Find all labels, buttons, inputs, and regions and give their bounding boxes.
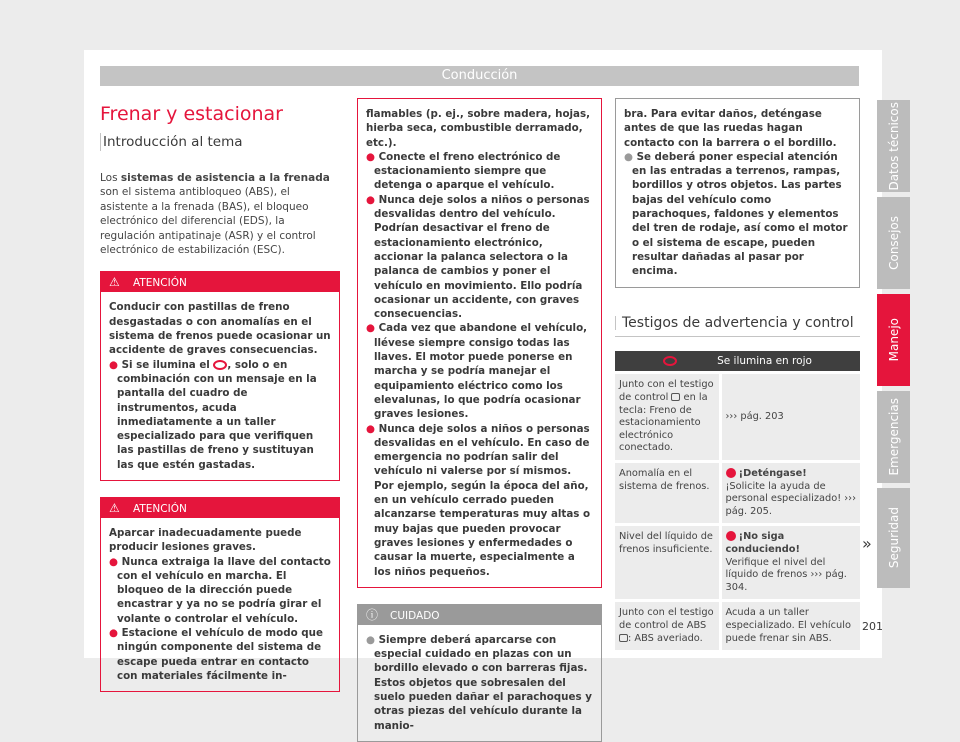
bullet-item: ● Nunca deje solos a niños o personas desvalidas en el vehículo. En caso de emergencia no podrían salir del vehículo ni valerse por sí mismos. Por ejemplo, según la época del año, en un vehículo cerrado pueden alcanzarse temperaturas muy altas o muy bajas que pueden provocar graves lesiones y enfermedades o causar la muerte, especialmente a los niños pequeños. bbox=[366, 422, 591, 578]
warning-box-1: ⚠ ATENCIÓN Conducir con pastillas de freno desgastadas o con anomalías en el sistema de frenos puede ocasionar un accidente de graves consecuencias. ● Si se ilumina el , solo o en combinación con un mensaje en la pantalla del cuadro de instrumentos, acuda inmediatamente a un taller especializado para que verifiquen las pastillas de freno y sustituyan las que estén gastadas. bbox=[100, 271, 340, 481]
stop-icon bbox=[726, 468, 736, 478]
warning-triangle-icon: ⚠ bbox=[109, 501, 120, 515]
tab-consejos[interactable]: Consejos bbox=[877, 197, 910, 289]
page-link[interactable]: ››› pág. 203 bbox=[725, 410, 784, 422]
column-3 bbox=[615, 98, 860, 650]
table-row: Nivel del líquido de frenos insuficiente. ¡No siga conduciendo! Verifique el nivel del líquido de frenos ››› pág. 304. bbox=[615, 525, 860, 601]
section-subtitle: Introducción al tema bbox=[100, 133, 340, 151]
column-1 bbox=[100, 98, 340, 692]
bullet-item: ● Nunca extraiga la llave del contacto con el vehículo en marcha. El bloqueo de la dirección puede encastrar y ya no se podría girar el volante o controlar el vehículo. bbox=[109, 555, 331, 625]
bullet-item: ● Conecte el freno electrónico de estacionamiento siempre que detenga o aparque el vehículo. bbox=[366, 150, 561, 192]
section-heading: Testigos de advertencia y control bbox=[615, 316, 860, 337]
bullet-item: ● Nunca deje solos a niños o personas desvalidas dentro del vehículo. Podrían desactivar el freno de estacionamiento electrónico, accionar la palanca selectora o la palanca de cambios y poner el vehículo en movimiento. Ello podría ocasionar un accidente, con graves consecuencias. bbox=[366, 193, 590, 321]
warning-box-2: ⚠ ATENCIÓN Aparcar inadecuadamente puede producir lesiones graves. ● Nunca extraiga la llave del contacto con el vehículo en marcha. El bloqueo de la dirección puede encastrar y ya no se podría girar el volante o controlar el vehículo. ● Estacione el vehículo de modo que ningún componente del sistema de escape pueda entrar en contacto con materiales fácilmente in- bbox=[100, 497, 340, 692]
tab-emergencias[interactable]: Emergencias bbox=[877, 391, 910, 483]
bullet-item: ● Se deberá poner especial atención en las entradas a terrenos, rampas, bordillos y otros objetos. Las partes bajas del vehículo como parachoques, faldones y elementos del tren de rodaje, así como el motor o el sistema de escape, pueden resultar dañadas al pasar por encima. bbox=[624, 150, 848, 278]
bullet-item: ● Estacione el vehículo de modo que ningún componente del sistema de escape pueda entrar en contacto con materiales fácilmente in- bbox=[109, 627, 323, 682]
warning-lights-table: Se ilumina en rojo Junto con el testigo de control en la tecla: Freno de estacionamiento electrónico conectado. ››› pág. 203 Anomalía en el sistema de frenos. ¡Deténgase! ¡Solicite la ayuda de personal especializado! ››› pág. 205. Nivel del líquido de frenos insuficiente. ¡No siga conduciendo! Verifique el nivel del líquido de frenos ››› pág. 304. Junto con el testigo de control de ABS : ABS averiado. Acuda a un taller especializado. El vehículo puede frenar sin ABS. bbox=[615, 351, 860, 650]
intro-paragraph: Los sistemas de asistencia a la frenada son el sistema antibloqueo (ABS), el asistente a la frenada (BAS), el bloqueo electrónico del diferencial (EDS), la regulación antipatinaje (ASR) y el control electrónico de estabilización (ESC). bbox=[100, 172, 330, 257]
tab-seguridad[interactable]: Seguridad bbox=[877, 488, 910, 588]
abs-icon bbox=[619, 634, 628, 642]
page-number: 201 bbox=[862, 620, 883, 633]
stop-icon bbox=[726, 531, 736, 541]
table-row: Junto con el testigo de control de ABS : ABS averiado. Acuda a un taller especializado. El vehículo puede frenar sin ABS. bbox=[615, 601, 860, 650]
tab-datos-tecnicos[interactable]: Datos técnicos bbox=[877, 100, 910, 192]
brake-warning-icon bbox=[213, 360, 227, 370]
column-2 bbox=[357, 98, 602, 742]
warning-triangle-icon: ⚠ bbox=[109, 275, 120, 290]
tab-manejo[interactable]: Manejo bbox=[877, 294, 910, 386]
caution-box: ⓘ CUIDADO ● Siempre deberá aparcarse con especial cuidado en plazas con un bordillo elevado o con barreras fijas. Estos objetos que sobresalen del suelo pueden dañar el parachoques y otras piezas del vehículo durante la manio- bbox=[357, 604, 602, 742]
info-icon: ⓘ bbox=[366, 607, 379, 622]
page-title: Frenar y estacionar bbox=[100, 103, 283, 125]
bullet-item: ● Cada vez que abandone el vehículo, llévese siempre consigo todas las llaves. El motor puede ponerse en marcha y se podría manejar el equipamiento eléctrico como los elevalunas, lo que podría ocasionar graves lesiones. bbox=[366, 322, 588, 421]
table-row: Anomalía en el sistema de frenos. ¡Deténgase! ¡Solicite la ayuda de personal especializado! ››› pág. 205. bbox=[615, 462, 860, 525]
continue-arrow-icon: » bbox=[862, 534, 872, 553]
bullet-item: ● Si se ilumina el , solo o en combinación con un mensaje en la pantalla del cuadro de instrumentos, acuda inmediatamente a un taller especializado para que verifiquen las pastillas de freno y sustituyan las que estén gastadas. bbox=[109, 358, 317, 471]
warning-box-2-continued: flamables (p. ej., sobre madera, hojas, hierba seca, combustible derramado, etc.). ● Conecte el freno electrónico de estacionamiento siempre que detenga o aparque el vehículo. ● Nunca deje solos a niños o personas desvalidas dentro del vehículo. Podrían desactivar el freno de estacionamiento electrónico, accionar la palanca selectora o la palanca de cambios y poner el vehículo en movimiento. Ello podría ocasionar un accidente, con graves consecuencias. ● Cada vez que abandone el vehículo, llévese siempre consigo todas las llaves. El motor puede ponerse en marcha y se podría manejar el equipamiento eléctrico como los elevalunas, lo que podría ocasionar graves lesiones. ● Nunca deje solos a niños o personas desvalidas en el vehículo. En caso de emergencia no podrían salir del vehículo ni valerse por sí mismos. Por ejemplo, según la época del año, en un vehículo cerrado pueden alcanzarse temperaturas muy altas o muy bajas que pueden provocar graves lesiones y enfermedades o causar la muerte, especialmente a los niños pequeños. bbox=[357, 98, 602, 588]
caution-box-continued: bra. Para evitar daños, deténgase antes de que las ruedas hagan contacto con la barrera o el bordillo. ● Se deberá poner especial atención en las entradas a terrenos, rampas, bordillos y otros objetos. Las partes bajas del vehículo como parachoques, faldones y elementos del tren de rodaje, así como el motor o el sistema de escape, pueden resultar dañadas al pasar por encima. bbox=[615, 98, 860, 288]
table-row: Junto con el testigo de control en la tecla: Freno de estacionamiento electrónico conectado. ››› pág. 203 bbox=[615, 373, 860, 462]
chapter-header: Conducción bbox=[100, 66, 859, 86]
brake-warning-icon bbox=[663, 356, 677, 366]
bullet-item: ● Siempre deberá aparcarse con especial cuidado en plazas con un bordillo elevado o con barreras fijas. Estos objetos que sobresalen del suelo pueden dañar el parachoques y otras piezas del vehículo durante la manio- bbox=[366, 633, 592, 732]
